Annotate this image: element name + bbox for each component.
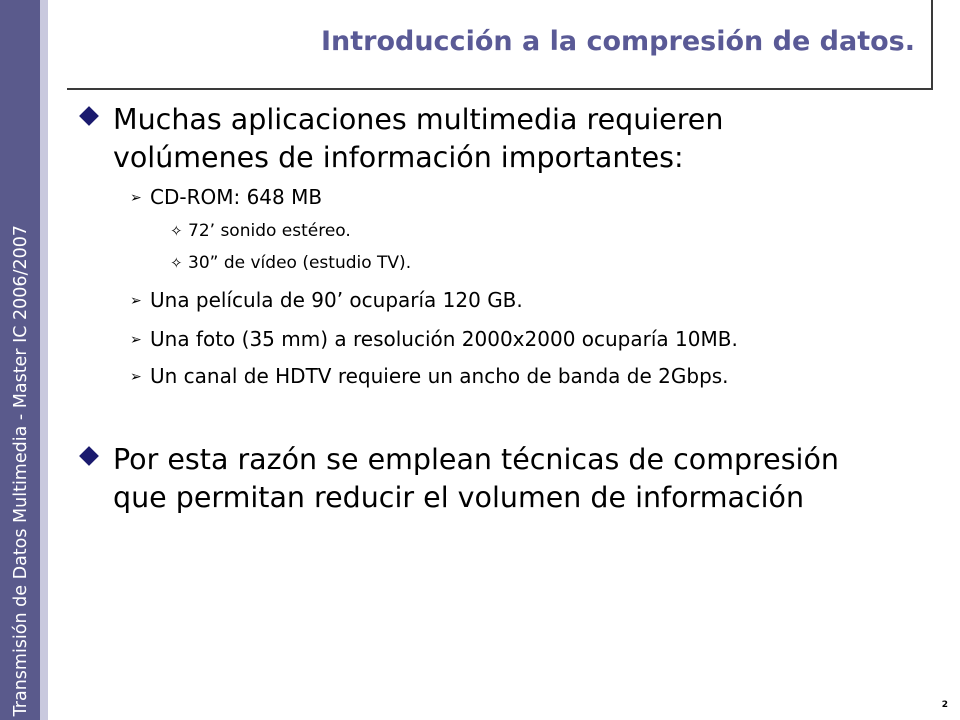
arrow-bullet-icon: ➢ [130, 332, 142, 348]
bullet-2 [82, 441, 882, 517]
sub-bullet-2-text: Una película de 90’ ocuparía 120 GB. [150, 288, 523, 312]
sub-bullet-2 [130, 286, 523, 315]
arrow-bullet-icon: ➢ [130, 190, 142, 206]
star-bullet-icon: ✧ [170, 222, 183, 240]
bullet-2-text: Por esta razón se emplean técnicas de compresión que permitan reducir el volumen de información [113, 443, 839, 514]
sub-bullet-4 [130, 362, 729, 391]
bullet-1 [82, 101, 882, 177]
sub-bullet-3 [130, 325, 738, 354]
arrow-bullet-icon: ➢ [130, 369, 142, 385]
page-number: 2 [941, 700, 948, 710]
star-bullet-icon: ✧ [170, 254, 183, 272]
sub-bullet-1 [130, 183, 322, 212]
sub-bullet-1-text: CD-ROM: 648 MB [150, 185, 323, 209]
sub-bullet-4-text: Un canal de HDTV requiere un ancho de banda de 2Gbps. [150, 364, 729, 388]
sub-sub-bullet-2 [170, 251, 411, 275]
arrow-bullet-icon: ➢ [130, 293, 142, 309]
slide-title: Introducción a la compresión de datos. [320, 26, 915, 57]
sidebar-caption: Transmisión de Datos Multimedia - Master IC 2006/2007 [11, 224, 31, 716]
sub-bullet-3-text: Una foto (35 mm) a resolución 2000x2000 ocuparía 10MB. [150, 327, 738, 351]
sub-sub-bullet-1 [170, 219, 351, 243]
sub-sub-bullet-2-text: 30” de vídeo (estudio TV). [188, 253, 412, 273]
bullet-1-text: Muchas aplicaciones multimedia requieren volúmenes de información importantes: [113, 103, 724, 174]
sub-sub-bullet-1-text: 72’ sonido estéreo. [188, 221, 351, 241]
